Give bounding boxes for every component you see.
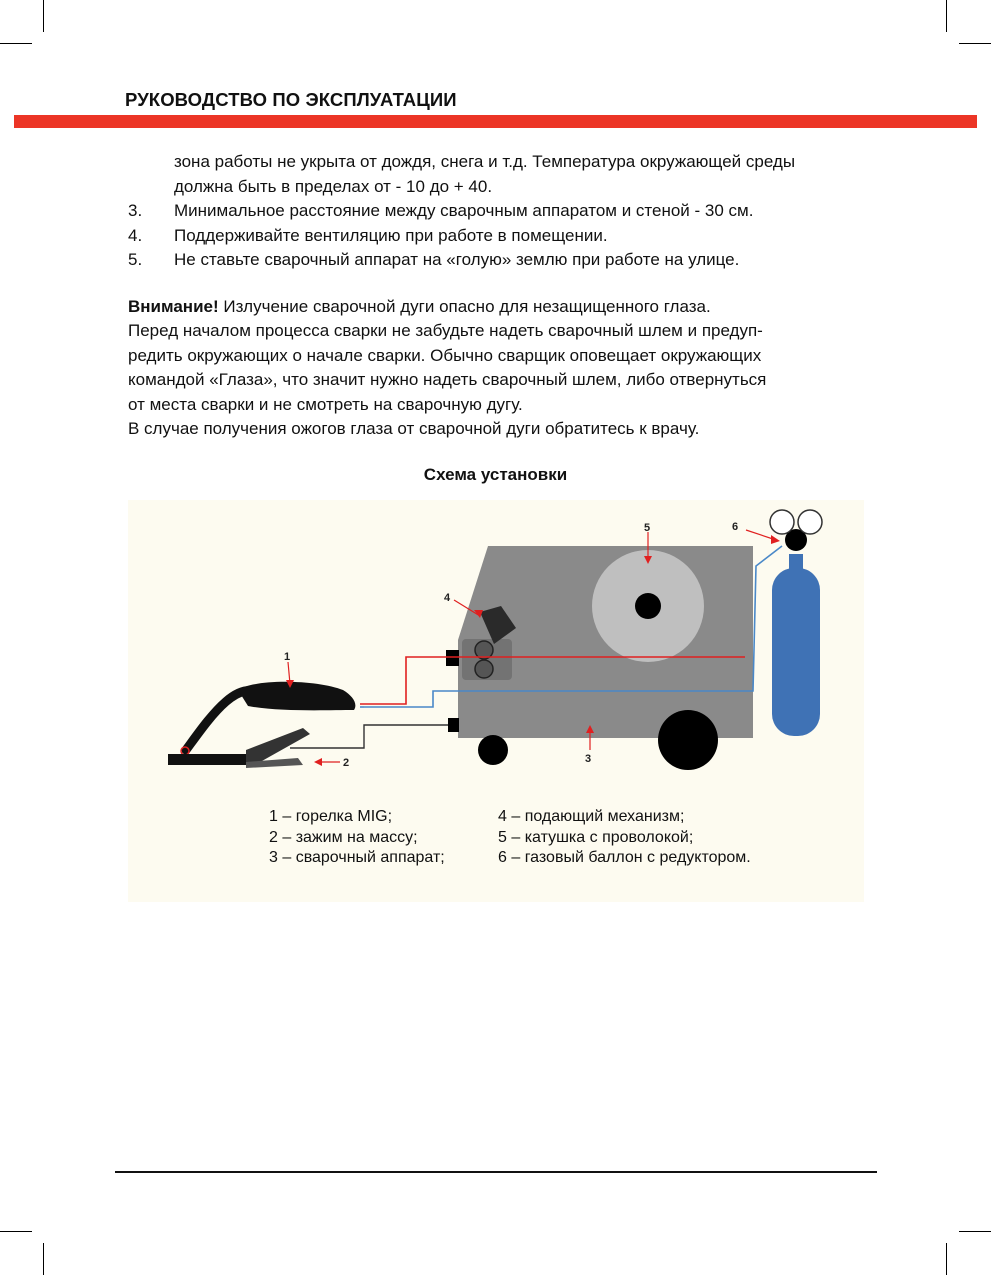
footer-rule (115, 1171, 877, 1173)
ground-cable (290, 725, 448, 748)
regulator-gauge (798, 510, 822, 534)
installation-diagram (128, 500, 864, 902)
ground-connector (448, 718, 459, 732)
list-item (128, 224, 873, 249)
crop-mark (43, 1243, 44, 1275)
legend-item: 2 – зажим на массу; (269, 828, 418, 846)
list-item-number: 3. (128, 201, 143, 220)
list-continuation-line: зона работы не укрыта от дождя, снега и т.д. Температура окружающей среды (174, 152, 796, 171)
warning-line: редить окружающих о начале сварки. Обычно сварщик оповещает окружающих (128, 345, 762, 365)
warning-paragraph (128, 295, 873, 442)
legend-item: 6 – газовый баллон с редуктором. (498, 849, 751, 866)
mig-torch-handle (238, 682, 355, 711)
list-item (128, 248, 873, 273)
header-accent-bar (14, 115, 977, 128)
legend-item: 5 – катушка с проволокой; (498, 828, 694, 846)
callout-5: 5 (644, 522, 651, 534)
list-item-number: 5. (128, 250, 143, 269)
legend-item: 3 – сварочный аппарат; (269, 849, 445, 866)
list-continuation-line: должна быть в пределах от - 10 до + 40. (174, 176, 493, 196)
diagram-svg (128, 500, 864, 902)
warning-line: В случае получения ожогов глаза от сварочной дуги обратитесь к врачу. (128, 419, 700, 438)
regulator-gauge (770, 510, 794, 534)
wire-spool-hub (635, 593, 661, 619)
legend-item: 1 – горелка MIG; (269, 808, 393, 825)
torch-connector (446, 650, 459, 666)
list-item-text: Не ставьте сварочный аппарат на «голую» землю при работе на улице. (174, 250, 740, 269)
callout-3: 3 (585, 753, 592, 765)
callout-arrowhead (771, 535, 780, 544)
crop-mark (959, 43, 991, 44)
crop-mark (0, 1231, 32, 1232)
warning-line: Перед началом процесса сварки не забудьте надеть сварочный шлем и предуп- (128, 321, 763, 340)
warning-first-line (128, 295, 873, 320)
crop-mark (43, 0, 44, 32)
list-item (128, 199, 873, 224)
rear-wheel (658, 710, 718, 770)
feed-roller (475, 660, 493, 678)
crop-mark (946, 1243, 947, 1275)
ground-clamp-handle (168, 754, 248, 765)
warning-line: командой «Глаза», что значит нужно надеть сварочный шлем, либо отвернуться (128, 370, 767, 389)
figure-title: Схема установки (423, 465, 568, 484)
warning-first-text: Излучение сварочной дуги опасно для незащищенного глаза. (218, 296, 711, 316)
legend-right (498, 807, 751, 869)
gas-cylinder (772, 568, 820, 736)
callout-arrowhead (314, 758, 322, 766)
callout-4: 4 (444, 592, 451, 604)
crop-mark (959, 1231, 991, 1232)
list-item-text: Поддерживайте вентиляцию при работе в помещении. (174, 225, 608, 245)
warning-label: Внимание! (128, 296, 219, 316)
crop-mark (0, 43, 32, 44)
legend-left (269, 807, 445, 869)
gas-cylinder-neck (789, 554, 803, 570)
list-item-number: 4. (128, 225, 143, 245)
callout-6: 6 (732, 521, 739, 533)
list-item-text: Минимальное расстояние между сварочным аппаратом и стеной - 30 см. (174, 201, 754, 220)
callout-2: 2 (343, 757, 350, 769)
front-wheel (478, 735, 508, 765)
page-header-title: РУКОВОДСТВО ПО ЭКСПЛУАТАЦИИ (125, 89, 457, 110)
crop-mark (946, 0, 947, 32)
warning-line: от места сварки и не смотреть на сварочную дугу. (128, 394, 523, 414)
legend-item: 4 – подающий механизм; (498, 808, 685, 825)
callout-1: 1 (284, 651, 291, 663)
body-text (128, 150, 873, 442)
